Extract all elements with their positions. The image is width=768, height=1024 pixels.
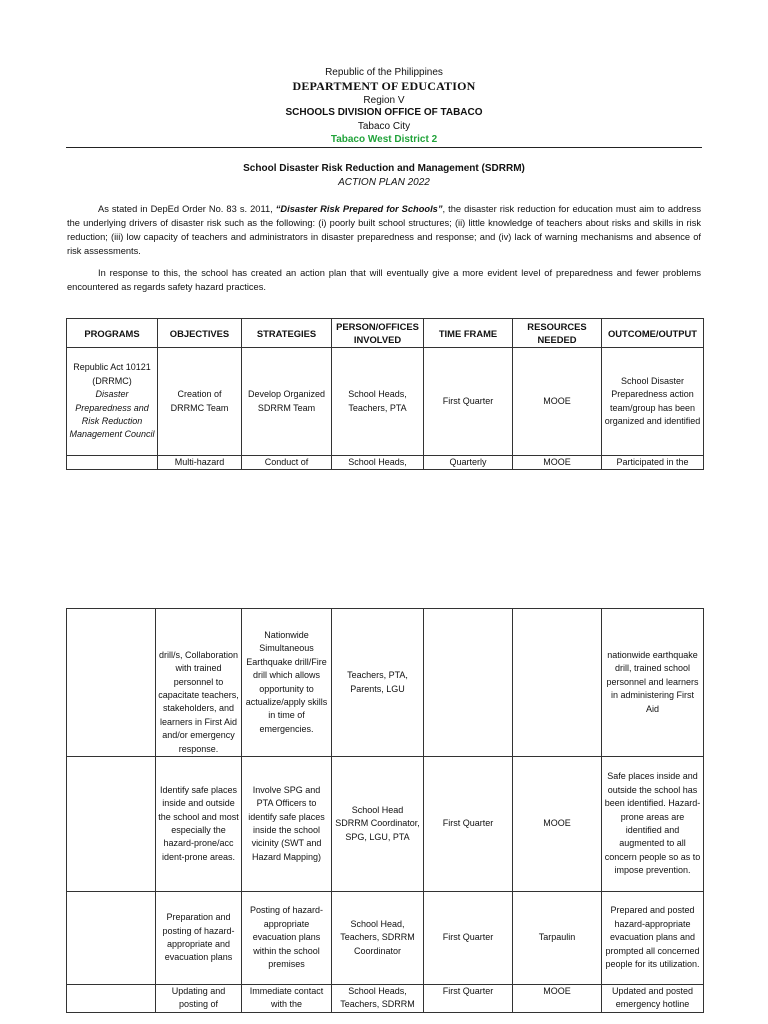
persons-cell: School Head, Teachers, SDRRM Coordinator: [332, 892, 424, 985]
document-title: School Disaster Risk Reduction and Management (SDRRM): [243, 163, 525, 174]
header-divider: [66, 147, 702, 148]
program-cell: [67, 757, 156, 892]
strategy-cell: Develop Organized SDRRM Team: [242, 348, 332, 456]
strategy-cell: Conduct of: [242, 456, 332, 470]
action-plan-table-page2: [66, 608, 704, 1013]
objective-cell: Identify safe places inside and outside the school and most especially the hazard-prone/acc ident-prone areas.: [156, 757, 242, 892]
strategy-cell: Posting of hazard-appropriate evacuation plans within the school premises: [242, 892, 332, 985]
program-cell: [67, 985, 156, 1013]
resources-cell: MOOE: [513, 456, 602, 470]
timeframe-cell: Quarterly: [424, 456, 513, 470]
outcome-cell: School Disaster Preparedness action team/group has been organized and identified: [602, 348, 704, 456]
intro-text-a: As stated in DepEd Order No. 83 s. 2011,: [98, 204, 276, 214]
program-council: Disaster Preparedness and Risk Reduction Management Council: [69, 389, 155, 440]
objective-cell: Multi-hazard: [158, 456, 242, 470]
timeframe-cell: First Quarter: [424, 348, 513, 456]
program-law: Republic Act 10121 (DRRMC): [73, 362, 151, 386]
outcome-cell: Participated in the: [602, 456, 704, 470]
objective-cell: Creation of DRRMC Team: [158, 348, 242, 456]
table-row: [67, 892, 704, 985]
timeframe-cell: First Quarter: [424, 892, 513, 985]
header-persons: PERSON/OFFICES INVOLVED: [332, 319, 424, 348]
region-line: Region V: [363, 95, 405, 106]
resources-cell: [513, 609, 602, 757]
outcome-cell: Safe places inside and outside the school has been identified. Hazard-prone areas are identified and augmented to all concern people so as to impose prevention.: [602, 757, 704, 892]
intro-text-b: , the disaster risk reduction for education must aim to address the underlying drivers of disaster risk such as the following: (i) poorly built school structures; (ii) little knowledge of teachers about risks and skills in risk reduction; (iii) low capacity of teachers and administrators in disaster preparedness and response; and (iv) lack of warning mechanisms and absence of risk assessments.: [67, 204, 701, 256]
outcome-cell: nationwide earthquake drill, trained school personnel and learners in administering First Aid: [602, 609, 704, 757]
persons-cell: School Heads,: [332, 456, 424, 470]
action-plan-table-page1: [66, 318, 704, 470]
resources-cell: Tarpaulin: [513, 892, 602, 985]
header-resources: RESOURCES NEEDED: [513, 319, 602, 348]
program-cell: [67, 348, 158, 456]
objective-cell: Updating and posting of: [156, 985, 242, 1013]
strategy-cell: Nationwide Simultaneous Earthquake drill/Fire drill which allows opportunity to actualize/apply skills in time of emergencies.: [242, 609, 332, 757]
header-programs: PROGRAMS: [67, 319, 158, 348]
division-office: SCHOOLS DIVISION OFFICE OF TABACO: [285, 107, 483, 118]
strategy-cell: Involve SPG and PTA Officers to identify safe places inside the school vicinity (SWT and Hazard Mapping): [242, 757, 332, 892]
header-objectives: OBJECTIVES: [158, 319, 242, 348]
header-strategies: STRATEGIES: [242, 319, 332, 348]
persons-cell: School Head SDRRM Coordinator, SPG, LGU, PTA: [332, 757, 424, 892]
persons-cell: School Heads, Teachers, PTA: [332, 348, 424, 456]
objective-cell: drill/s, Collaboration with trained personnel to capacitate teachers, stakeholders, and learners in First Aid and/or emergency response.: [156, 609, 242, 757]
persons-cell: School Heads, Teachers, SDRRM: [332, 985, 424, 1013]
header-outcome: OUTCOME/OUTPUT: [602, 319, 704, 348]
table-row: [67, 456, 704, 470]
persons-cell: Teachers, PTA, Parents, LGU: [332, 609, 424, 757]
response-paragraph: In response to this, the school has created an action plan that will eventually give a more evident level of preparedness and fewer problems encountered as regards safety hazard practices.: [67, 268, 701, 292]
resources-cell: MOOE: [513, 348, 602, 456]
program-cell: [67, 892, 156, 985]
table-row: [67, 757, 704, 892]
timeframe-cell: [424, 609, 513, 757]
timeframe-cell: First Quarter: [424, 985, 513, 1013]
table-header-row: [67, 319, 704, 348]
table-row: [67, 609, 704, 757]
outcome-cell: Prepared and posted hazard-appropriate evacuation plans and prompted all concerned people for its utilization.: [602, 892, 704, 985]
objective-cell: Preparation and posting of hazard-appropriate and evacuation plans: [156, 892, 242, 985]
resources-cell: MOOE: [513, 985, 602, 1013]
city-line: Tabaco City: [357, 121, 411, 132]
program-cell: [67, 456, 158, 470]
department-name: DEPARTMENT OF EDUCATION: [292, 79, 476, 93]
republic-line: Republic of the Philippines: [325, 67, 443, 78]
intro-emphasis: “Disaster Risk Prepared for Schools”: [275, 204, 443, 214]
table-row: [67, 348, 704, 456]
header-timeframe: TIME FRAME: [424, 319, 513, 348]
resources-cell: MOOE: [513, 757, 602, 892]
timeframe-cell: First Quarter: [424, 757, 513, 892]
strategy-cell: Immediate contact with the: [242, 985, 332, 1013]
intro-paragraph: [67, 202, 701, 258]
outcome-cell: Updated and posted emergency hotline: [602, 985, 704, 1013]
program-cell: [67, 609, 156, 757]
document-subtitle: ACTION PLAN 2022: [338, 177, 430, 188]
table-row: [67, 985, 704, 1013]
district-line: Tabaco West District 2: [330, 134, 438, 145]
